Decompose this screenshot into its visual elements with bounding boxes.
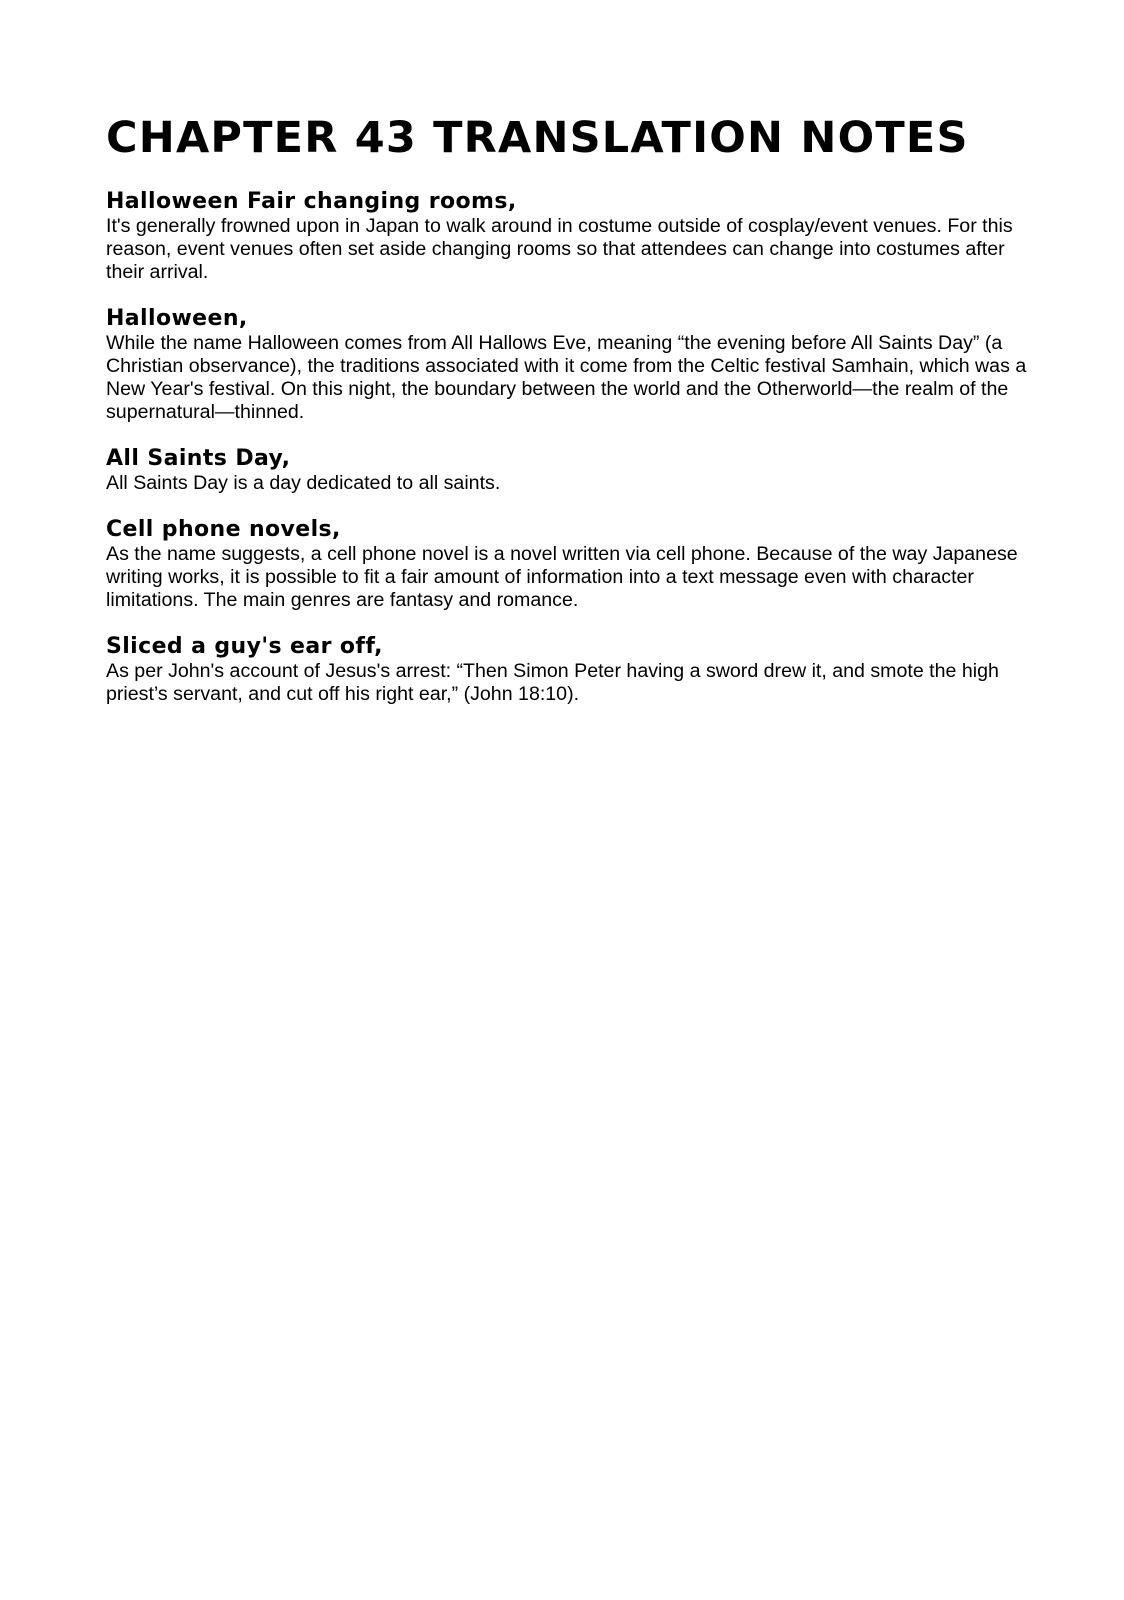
- note-body: It's generally frowned upon in Japan to walk around in costume outside of cosplay/event venues. For this reason, event venues often set aside changing rooms so that attendees can change into costumes after their arrival.: [106, 215, 1013, 283]
- note-halloween: [106, 306, 1036, 424]
- note-heading: All Saints Day,: [106, 446, 291, 471]
- note-heading: Halloween Fair changing rooms,: [106, 189, 517, 214]
- note-body: All Saints Day is a day dedicated to all saints.: [106, 472, 501, 494]
- note-heading: Cell phone novels,: [106, 517, 341, 542]
- note-heading: Halloween,: [106, 306, 248, 331]
- translation-notes-page: [106, 112, 1036, 728]
- note-body: As the name suggests, a cell phone novel is a novel written via cell phone. Because of the way Japanese writing works, it is possible to fit a fair amount of information into a text message even with character limitations. The main genres are fantasy and romance.: [106, 543, 1018, 611]
- note-sliced-ear: [106, 634, 1036, 706]
- note-all-saints-day: [106, 446, 1036, 495]
- note-cell-phone-novels: [106, 517, 1036, 612]
- note-body: As per John's account of Jesus's arrest: “Then Simon Peter having a sword drew it, and smote the high priest’s servant, and cut off his right ear,” (John 18:10).: [106, 660, 999, 705]
- page-title: CHAPTER 43 TRANSLATION NOTES: [106, 113, 969, 163]
- note-halloween-fair-changing-rooms: [106, 189, 1036, 284]
- note-heading: Sliced a guy's ear off,: [106, 634, 383, 659]
- note-body: While the name Halloween comes from All Hallows Eve, meaning “the evening before All Saints Day” (a Christian observance), the traditions associated with it come from the Celtic festival Samhain, which was a New Year's festival. On this night, the boundary between the world and the Otherworld—the realm of the supernatural—thinned.: [106, 332, 1027, 423]
